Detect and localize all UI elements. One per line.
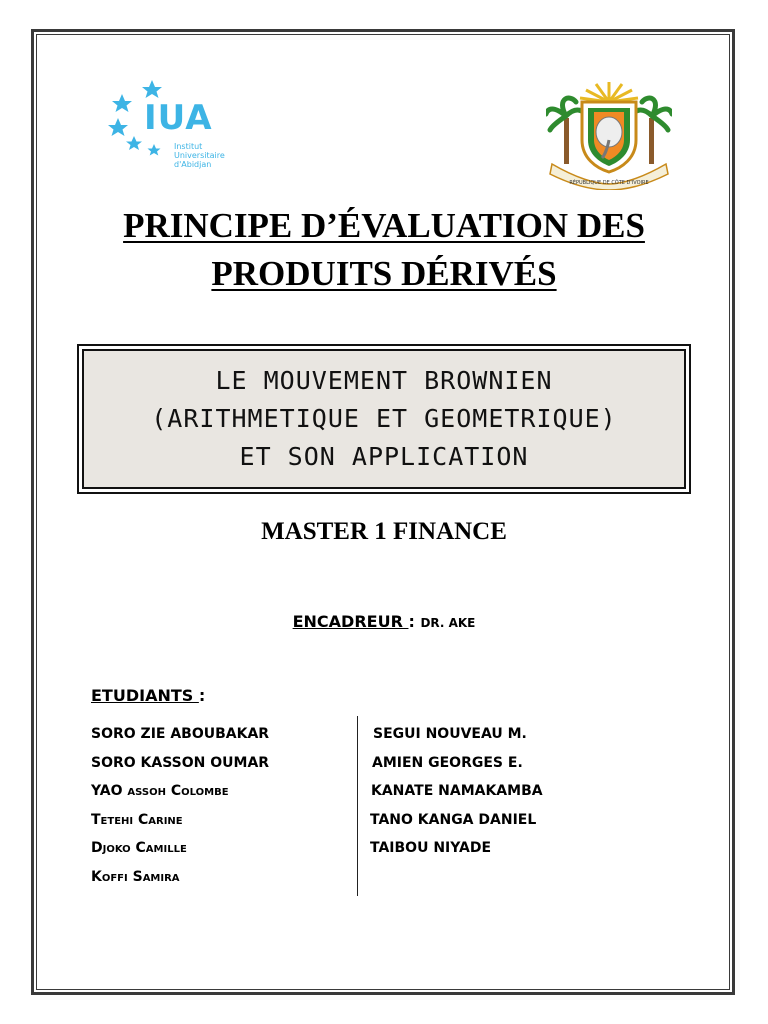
student-name: SORO KASSON OUMAR	[91, 754, 270, 771]
title-line-1: PRINCIPE D’ÉVALUATION DES	[123, 206, 645, 245]
supervisor	[60, 612, 708, 631]
subject-line-1: LE MOUVEMENT BROWNIEN	[215, 366, 553, 395]
column-divider	[357, 716, 358, 896]
document-title	[60, 202, 708, 298]
supervisor-separator: :	[408, 612, 421, 631]
iua-logo-subtext: Institut Universitaire d'Abidjan	[174, 142, 225, 169]
iua-logo	[108, 80, 228, 172]
students-heading	[91, 686, 205, 705]
program-label: MASTER 1 FINANCE	[261, 518, 507, 545]
student-name: Koffi Samira	[91, 868, 180, 885]
student-name: SORO ZIE ABOUBAKAR	[91, 726, 270, 742]
student-name: TAIBOU NIYADE	[370, 840, 492, 856]
subject-line-3: ET SON APPLICATION	[239, 442, 529, 471]
student-name: Tetehi Carine	[91, 811, 183, 828]
student-name: YAO assoh Colombe	[91, 783, 229, 799]
subject-inner	[82, 349, 686, 489]
supervisor-label: ENCADREUR	[292, 612, 409, 631]
student-name: SEGUI NOUVEAU M.	[373, 726, 527, 742]
svg-text:RÉPUBLIQUE DE CÔTE D'IVOIRE: RÉPUBLIQUE DE CÔTE D'IVOIRE	[569, 180, 649, 186]
student-name: KANATE NAMAKAMBA	[371, 783, 543, 799]
supervisor-name: DR. AKE	[420, 616, 476, 630]
students-separator: :	[198, 686, 206, 705]
student-name: TANO KANGA DANIEL	[370, 811, 537, 828]
student-name: AMIEN GEORGES E.	[372, 754, 523, 771]
iua-logo-text: IUA	[144, 98, 213, 138]
subject-box	[77, 344, 691, 494]
title-line-2: PRODUITS DÉRIVÉS	[211, 254, 557, 293]
student-name: Djoko Camille	[91, 840, 187, 856]
students-label: ETUDIANTS	[91, 686, 199, 705]
students-right-column	[370, 720, 543, 863]
subject-line-2: (ARITHMETIQUE ET GEOMETRIQUE)	[151, 404, 617, 433]
students-left-column	[91, 720, 269, 891]
coat-of-arms	[546, 80, 672, 190]
